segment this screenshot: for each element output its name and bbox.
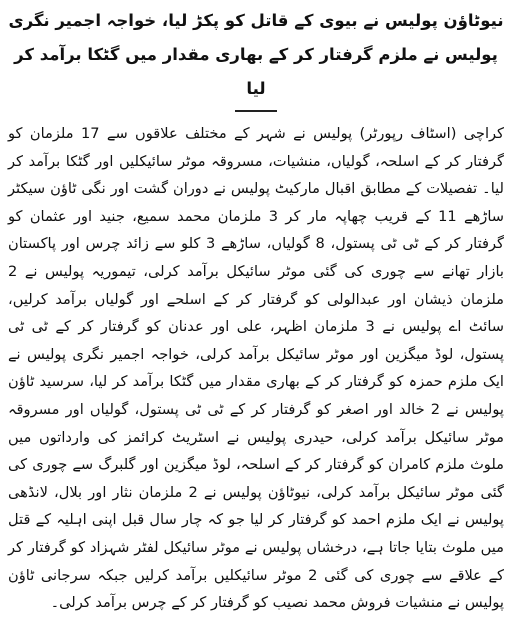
headline-divider (235, 110, 277, 112)
news-article (8, 4, 505, 612)
article-body: کراچی (اسٹاف رپورٹر) پولیس نے شہر کے مختلف علاقوں سے 17 ملزمان کو گرفتار کر کے اسلحہ، گولیاں، منشیات، مسروقہ موٹر سائیکلیں اور گٹکا برآمد کر لیا۔ تفصیلات کے مطابق اقبال مارکیٹ پولیس نے دوران گشت اور نگی ٹاؤن سیکٹر ساڑھے 11 کے قریب چھاپہ مار کر 3 ملزمان محمد سمیع، جنید اور عثمان کو گرفتار کر کے ٹی ٹی پستول، 8 گولیاں، ساڑھے 3 کلو سے زائد چرس اور پاکستان بازار تھانے سے چوری کی گئی موٹر سائیکل برآمد کرلی، تیموریہ پولیس نے 2 ملزمان ذیشان اور عبدالولی کو گرفتار کر کے اسلحے اور گولیاں برآمد کرلیں، سائٹ اے پولیس نے 3 ملزمان اظہر، علی اور عدنان کو گرفتار کر کے ٹی ٹی پستول، لوڈ میگزین اور موٹر سائیکل برآمد کرلی، خواجہ اجمیر نگری پولیس نے ایک ملزم حمزہ کو گرفتار کر کے بھاری مقدار میں گٹکا برآمد کر لیا، سرسید ٹاؤن پولیس نے 2 خالد اور اصغر کو گرفتار کر کے ٹی ٹی پستول، گولیاں اور مسروقہ موٹر سائیکل برآمد کرلی، حیدری پولیس نے اسٹریٹ کرائمز کی وارداتوں میں ملوث ملزم کامران کو گرفتار کر کے اسلحہ، لوڈ میگزین اور گلبرگ سے چوری کی گئی موٹر سائیکل برآمد کرلی، نیوٹاؤن پولیس نے 2 ملزمان نثار اور بلال، لانڈھی پولیس نے ایک ملزم احمد کو گرفتار کر لیا جو کہ چار سال قبل اپنی اہلیہ کے قتل میں ملوث بتایا جاتا ہے، درخشاں پولیس نے موٹر سائیکل لفٹر شہزاد کو گرفتار کر کے علاقے سے چوری کی گئی 2 موٹر سائیکلیں برآمد کرلیں جبکہ سرجانی ٹاؤن پولیس نے منشیات فروش محمد نصیب کو گرفتار کر کے چرس برآمد کرلی۔ (8, 125, 505, 612)
article-headline: نیوٹاؤن پولیس نے بیوی کے قاتل کو پکڑ لیا، خواجہ اجمیر نگری پولیس نے ملزم گرفتار کر کے بھاری مقدار میں گٹکا برآمد کر لیا (8, 11, 504, 98)
